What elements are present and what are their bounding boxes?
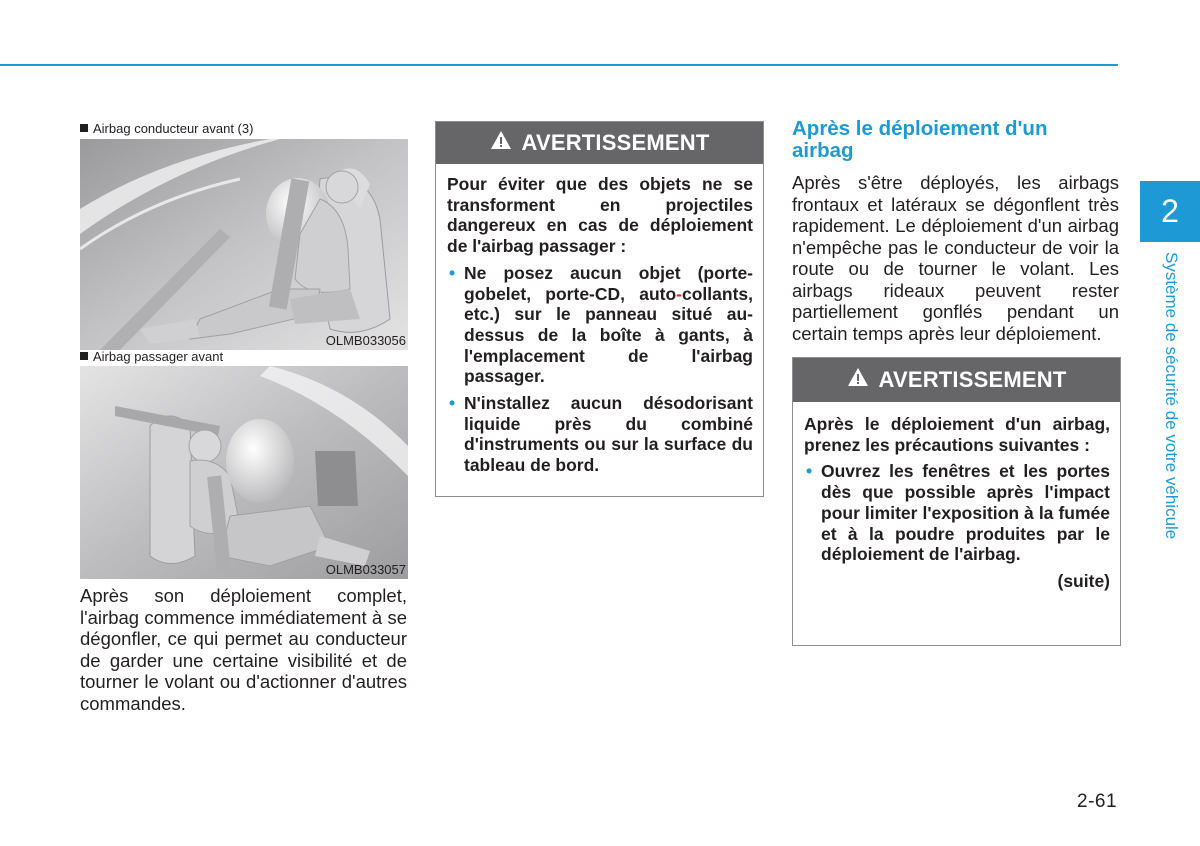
warning2-header xyxy=(793,358,1120,402)
caption-square-icon xyxy=(80,352,88,360)
warning1-bullet-1: • Ne posez aucun objet (porte-gobelet, porte-CD, auto-collants, etc.) sur le panneau situé au-dessus de la boîte à gants, à l'emplacement de l'airbag passager. xyxy=(447,263,753,387)
passenger-airbag-figure xyxy=(80,366,408,579)
passenger-airbag-illustration xyxy=(80,366,408,579)
column1-paragraph: Après son déploiement complet, l'airbag commence immédiatement à se dégonfler, ce qui permet au conducteur de garder une certaine visibilité et de tourner le volant ou d'actionner d'autres commandes. xyxy=(80,585,407,714)
warning-triangle-icon xyxy=(490,130,512,156)
figure2-caption: Airbag passager avant xyxy=(80,349,223,364)
warning-box-2 xyxy=(792,357,1121,646)
driver-airbag-illustration xyxy=(80,139,408,350)
warning1-title: AVERTISSEMENT xyxy=(521,130,710,155)
warning-triangle-icon xyxy=(847,367,869,393)
warning1-header xyxy=(436,122,763,164)
figure1-code: OLMB033056 xyxy=(325,333,406,348)
section-heading: Après le déploiement d'un airbag xyxy=(792,117,1048,162)
warning1-intro: Pour éviter que des objets ne se transforment en projectiles dangereux en cas de déploiement de l'airbag passager : xyxy=(447,174,753,257)
warning2-intro: Après le déploiement d'un airbag, prenez les précautions suivantes : xyxy=(804,414,1110,455)
driver-airbag-figure xyxy=(80,139,408,350)
page-number: 2-61 xyxy=(1077,791,1118,812)
chapter-label: Système de sécurité de votre véhicule xyxy=(1162,252,1181,540)
warning2-bullet-1: • Ouvrez les fenêtres et les portes dès que possible après l'impact pour limiter l'exposition à la fumée et à la poudre produites par le déploiement de l'airbag. xyxy=(804,461,1110,565)
chapter-tab: 2 xyxy=(1140,181,1200,242)
warning-box-1 xyxy=(435,121,764,497)
top-rule xyxy=(0,64,1118,66)
figure2-code: OLMB033057 xyxy=(325,562,406,577)
warning1-bullet-2: • N'installez aucun désodorisant liquide près du combiné d'instruments ou sur la surface du tableau de bord. xyxy=(447,393,753,476)
caption-square-icon xyxy=(80,124,88,132)
warning2-title: AVERTISSEMENT xyxy=(878,367,1067,392)
continued-label: (suite) xyxy=(1057,570,1110,591)
column3-paragraph: Après s'être déployés, les airbags frontaux et latéraux se dégonflent très rapidement. Le déploiement d'un airbag n'empêche pas le conducteur de voir la route ou de tourner le volant. Les airbags rideaux peuvent rester partiellement gonflés pendant un certain temps après leur déploiement. xyxy=(792,172,1119,344)
figure1-caption: Airbag conducteur avant (3) xyxy=(80,121,253,136)
